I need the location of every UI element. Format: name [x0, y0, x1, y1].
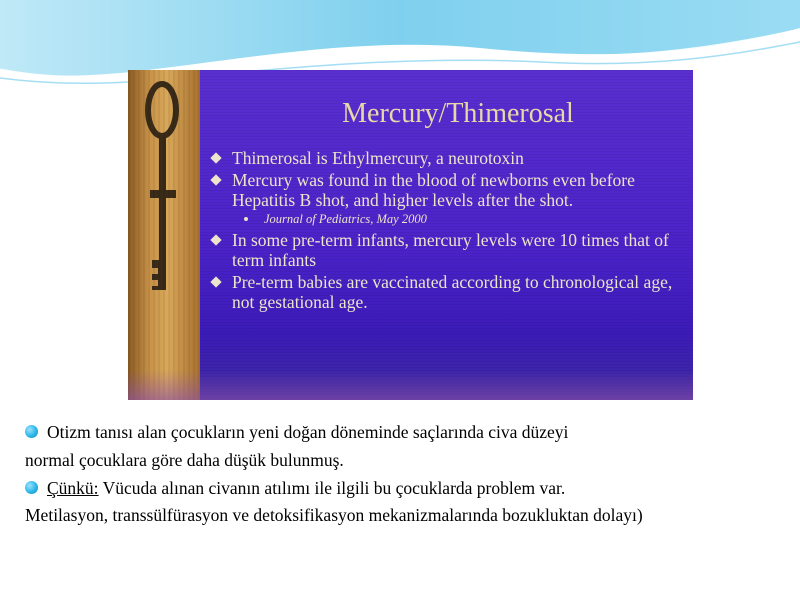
notes-text-block — [25, 418, 785, 528]
slide-bullet — [208, 230, 678, 270]
note-text: Otizm tanısı alan çocukların yeni doğan döneminde saçlarında civa düzeyi — [47, 422, 569, 442]
slide-bullet — [208, 272, 678, 312]
slide-bullet-text: In some pre-term infants, mercury levels were 10 times that of term infants — [232, 230, 669, 270]
note-label-cunku: Çünkü: — [47, 478, 99, 498]
note-text: normal çocuklara göre daha düşük bulunmuş. — [25, 450, 344, 470]
slide-title: Mercury/Thimerosal — [342, 98, 574, 129]
slide-sub-bullet — [208, 212, 678, 226]
diamond-bullet-icon — [210, 276, 221, 287]
slide-image-mercury-thimerosal — [128, 70, 693, 400]
dot-bullet-icon — [244, 217, 248, 221]
note-text: Metilasyon, transsülfürasyon ve detoksifikasyon mekanizmalarında bozukluktan dolayı) — [25, 505, 643, 525]
note-paragraph-2 — [25, 446, 785, 474]
diamond-bullet-icon — [210, 152, 221, 163]
key-image-strip — [128, 70, 200, 400]
slide-bullet — [208, 170, 678, 210]
note-paragraph-1 — [25, 418, 785, 446]
note-paragraph-3 — [25, 474, 785, 502]
slide-bullet-text: Mercury was found in the blood of newborns even before Hepatitis B shot, and higher levels after the shot. — [232, 170, 635, 210]
note-paragraph-4 — [25, 502, 785, 528]
slide-bullet-text: Pre-term babies are vaccinated according to chronological age, not gestational age. — [232, 272, 673, 312]
slide-bullet-text: Thimerosal is Ethylmercury, a neurotoxin — [232, 148, 524, 168]
diamond-bullet-icon — [210, 174, 221, 185]
diamond-bullet-icon — [210, 234, 221, 245]
slide-bullet-list — [208, 148, 678, 314]
key-icon — [128, 70, 200, 400]
circle-bullet-icon — [25, 425, 38, 438]
slide-bottom-band — [128, 370, 693, 400]
circle-bullet-icon — [25, 481, 38, 494]
slide-bullet — [208, 148, 678, 168]
note-text: Vücuda alınan civanın atılımı ile ilgili bu çocuklarda problem var. — [98, 478, 566, 498]
slide-citation: Journal of Pediatrics, May 2000 — [264, 212, 427, 226]
